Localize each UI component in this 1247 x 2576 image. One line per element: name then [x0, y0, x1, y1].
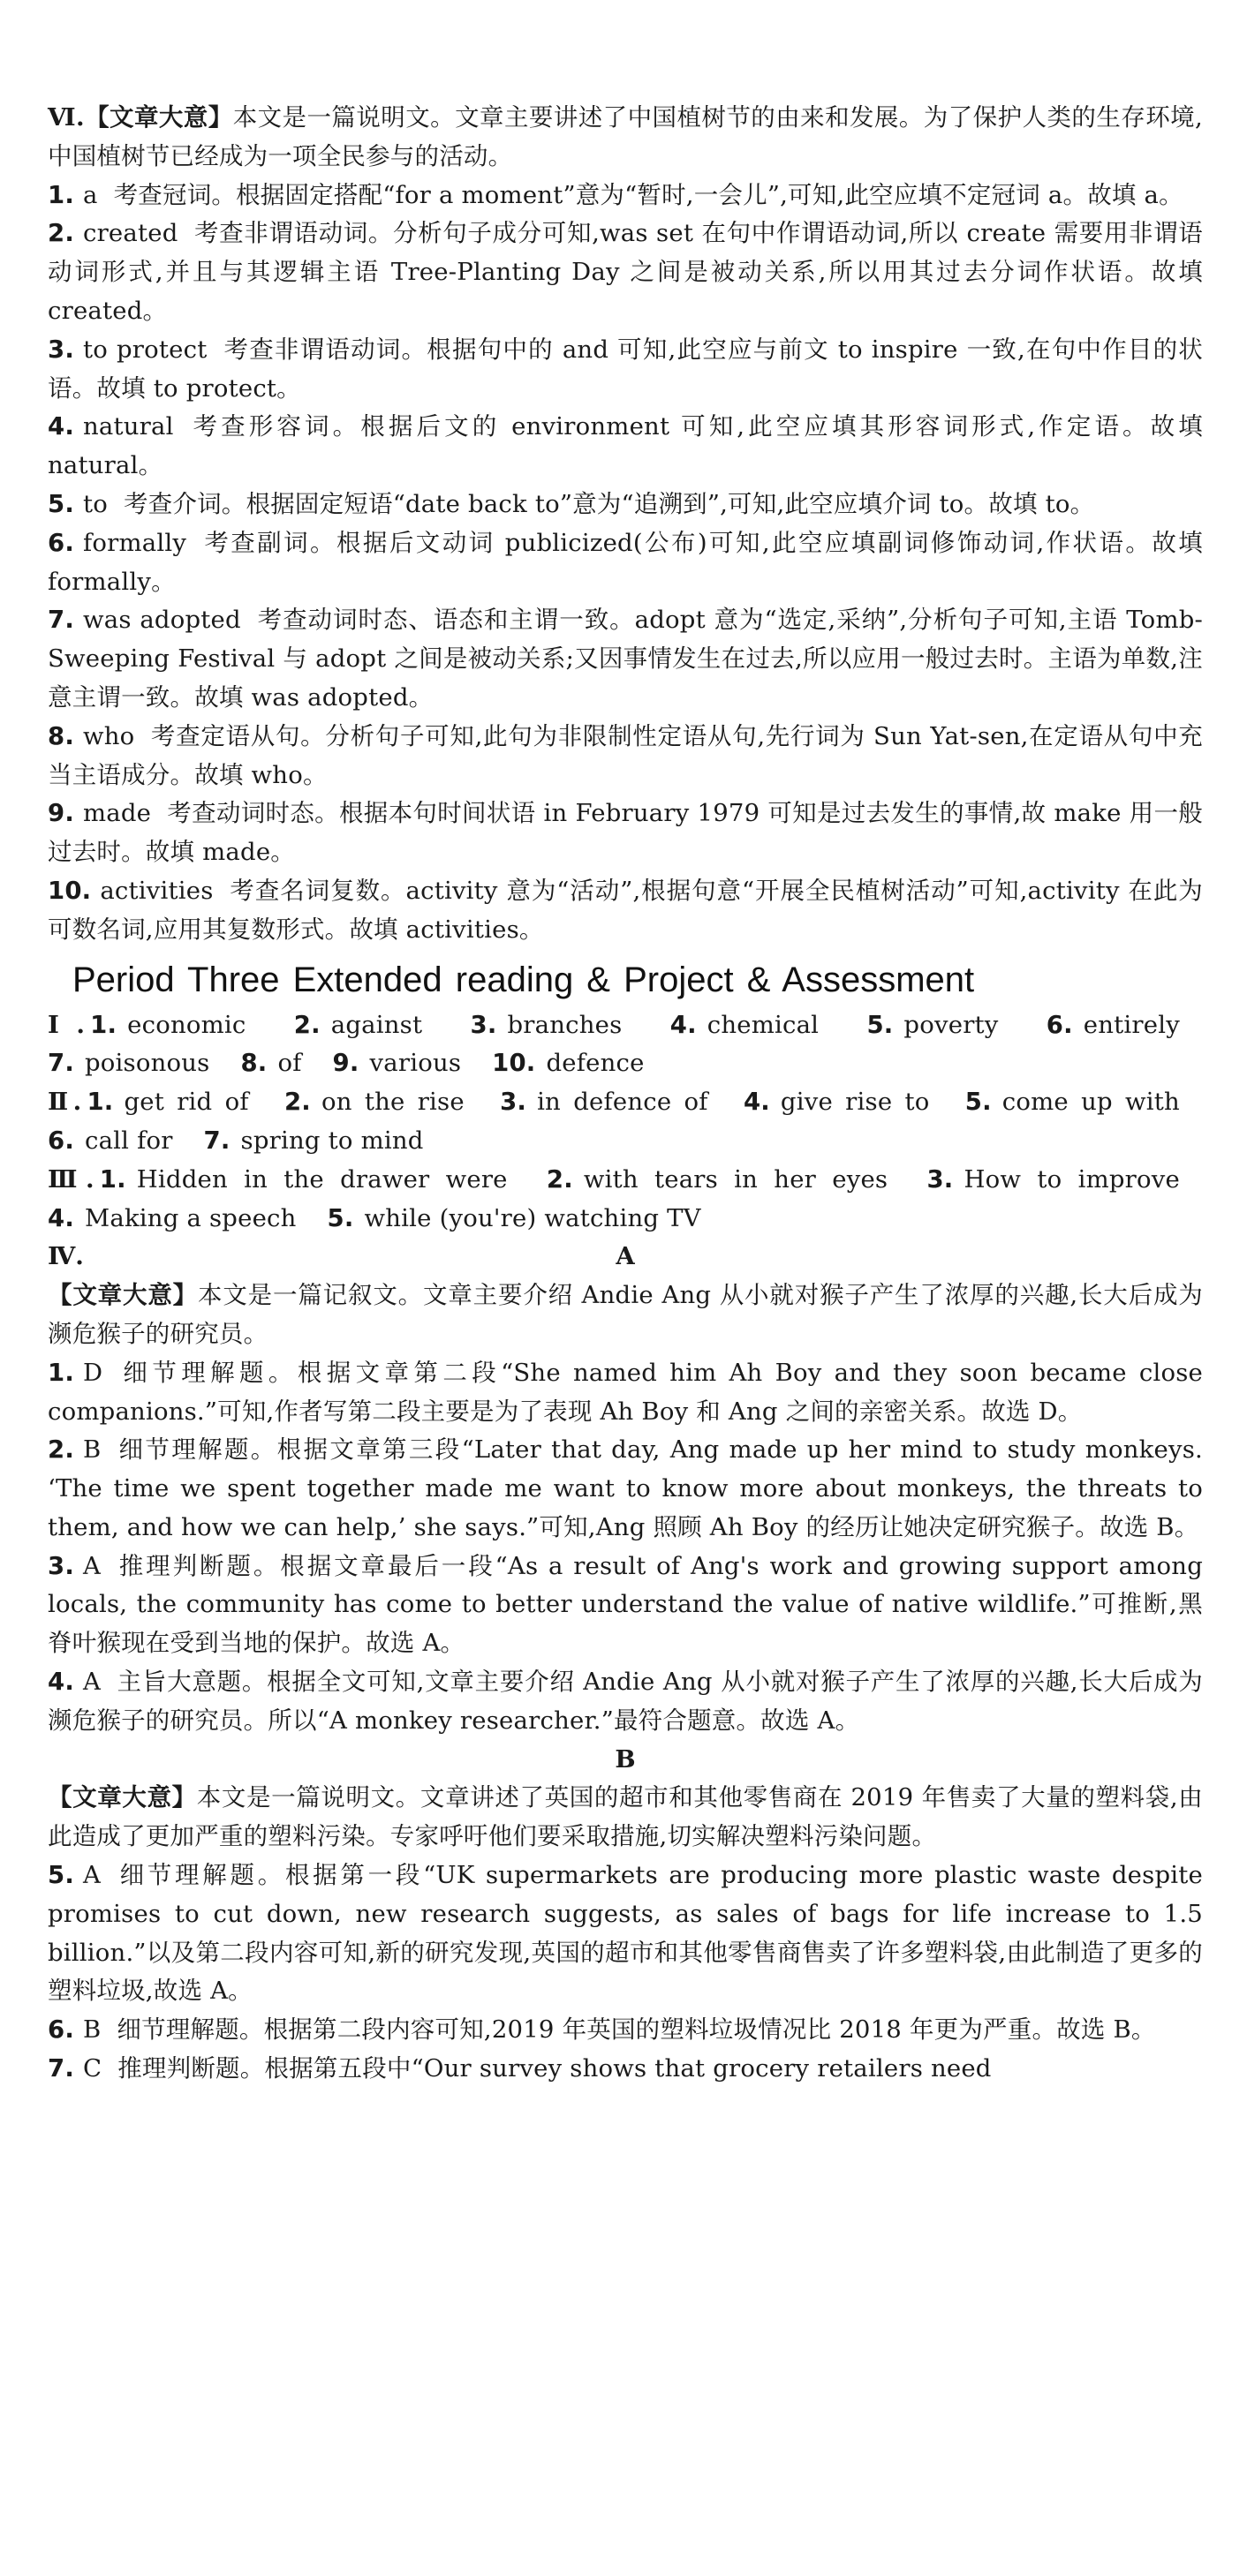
item-number: 5. — [964, 1088, 992, 1117]
item-number: 1. — [48, 180, 74, 209]
item-explanation: 主旨大意题。根据全文可知,文章主要介绍 Andie Ang 从小就对猴子产生了浓厚的兴趣,长大后成为濒危猴子的研究员。所以“A monkey researcher.”最符合题意。故选 A。 — [48, 1668, 1203, 1735]
section-4-header — [48, 1238, 1203, 1277]
item-answer: of — [277, 1049, 302, 1078]
item-number: 5. — [327, 1203, 354, 1232]
section-4-label: Ⅳ. — [48, 1242, 84, 1271]
part-b-summary — [48, 1779, 1203, 1857]
section-1-answers — [48, 1006, 1203, 1084]
item-answer: spring to mind — [240, 1126, 424, 1155]
item-number: 5. — [866, 1010, 894, 1039]
item-number: 3. — [926, 1164, 954, 1194]
answer-item — [48, 601, 1203, 717]
section-6-summary — [48, 99, 1203, 177]
item-answer: branches — [507, 1010, 623, 1039]
item-answer: activities — [100, 876, 214, 905]
item-answer: formally — [82, 528, 187, 557]
item-answer: A — [82, 1668, 102, 1697]
item-explanation: 细节理解题。根据文章第三段“Later that day, Ang made up her mind to study monkeys. ‘The time we spent together made me want to know more about monkeys, the threats to them, and how we can help,’ she says.”可知,Ang 照顾 Ah Boy 的经历让她决定研究猴子。故选 B。 — [48, 1435, 1203, 1541]
item-answer: a — [82, 180, 98, 209]
item-answer: natural — [82, 412, 174, 441]
item-number: 10. — [492, 1049, 536, 1078]
item-explanation: 推理判断题。根据文章最后一段“As a result of Ang's work and growing support among locals, the community has come to better understand the value of native wildlife.”可推断,黑脊叶猴现在受到当地的保护。故选 A。 — [48, 1551, 1203, 1658]
section-2-answers — [48, 1083, 1203, 1161]
section-6-label: Ⅵ. — [48, 103, 85, 132]
section-2 — [48, 1083, 1203, 1161]
item-answer: D — [82, 1358, 103, 1387]
summary-text: 本文是一篇记叙文。文章主要介绍 Andie Ang 从小就对猴子产生了浓厚的兴趣,长大后成为濒危猴子的研究员。 — [48, 1281, 1203, 1348]
section-3-answers — [48, 1161, 1203, 1239]
item-explanation: 细节理解题。根据第二段内容可知,2019 年英国的塑料垃圾情况比 2018 年更为严重。故选 B。 — [117, 2015, 1156, 2045]
item-number: 3. — [470, 1010, 497, 1039]
item-answer: in defence of — [537, 1088, 708, 1117]
period-heading: Period Three Extended reading & Project & Assessment — [72, 960, 975, 999]
item-answer: on the rise — [321, 1088, 465, 1117]
part-b-letter: B — [615, 1744, 636, 1774]
section-4 — [48, 1238, 1203, 2089]
item-number: 6. — [48, 1126, 74, 1155]
answer-item — [48, 215, 1203, 330]
item-number: 2. — [48, 219, 74, 248]
answer-item — [48, 177, 1203, 215]
item-number: 9. — [48, 799, 74, 828]
item-answer: defence — [546, 1049, 645, 1078]
item-explanation: 考查介词。根据固定短语“date back to”意为“追溯到”,可知,此空应填介词 to。故填 to。 — [124, 489, 1095, 518]
item-answer: to — [82, 489, 108, 518]
item-number: 2. — [48, 1435, 74, 1465]
item-explanation: 考查形容词。根据后文的 environment 可知,此空应填其形容词形式,作定语。故填 natural。 — [48, 412, 1203, 480]
item-number: 2. — [293, 1010, 321, 1039]
item-answer: economic — [127, 1010, 246, 1039]
item-explanation: 细节理解题。根据文章第二段“She named him Ah Boy and they soon became close companions.”可知,作者写第二段主要是为了表现 Ah Boy 和 Ang 之间的亲密关系。故选 D。 — [48, 1358, 1203, 1426]
item-answer: B — [82, 2015, 102, 2045]
item-explanation: 考查非谓语动词。分析句子成分可知,was set 在句中作谓语动词,所以 create 需要用非谓语动词形式,并且与其逻辑主语 Tree-Planting Day 之间是被动关系,所以用其过去分词作状语。故填 created。 — [48, 219, 1203, 325]
item-answer: A — [82, 1551, 102, 1580]
item-number: 4. — [48, 1668, 74, 1697]
item-number: 4. — [48, 1203, 74, 1232]
item-answer: chemical — [707, 1010, 820, 1039]
section-1 — [48, 1006, 1203, 1084]
item-answer: call for — [84, 1126, 173, 1155]
item-number: 8. — [240, 1049, 268, 1078]
item-number: 4. — [669, 1010, 697, 1039]
item-answer: with tears in her eyes — [583, 1164, 888, 1194]
item-number: 2. — [283, 1088, 311, 1117]
item-number: 3. — [48, 335, 74, 364]
item-answer: while (you're) watching TV — [364, 1203, 701, 1232]
item-answer: give rise to — [780, 1088, 930, 1117]
answer-page — [48, 99, 1203, 2089]
item-number: 2. — [546, 1164, 573, 1194]
item-explanation: 考查非谓语动词。根据句中的 and 可知,此空应与前文 to inspire 一致,在句中作目的状语。故填 to protect。 — [48, 335, 1204, 403]
answer-item — [48, 795, 1203, 872]
part-a-letter: A — [616, 1242, 635, 1271]
item-number: 6. — [48, 528, 74, 557]
item-number: 3. — [48, 1551, 74, 1580]
section-6-items — [48, 177, 1203, 950]
item-answer: created — [82, 219, 178, 248]
item-explanation: 推理判断题。根据第五段中“Our survey shows that grocery retailers need — [117, 2054, 992, 2083]
item-number: 1. — [99, 1164, 126, 1194]
part-b-items — [48, 1857, 1203, 2089]
item-number: 6. — [48, 2015, 74, 2045]
item-number: 1. — [87, 1088, 114, 1117]
answer-item — [48, 1548, 1203, 1663]
item-number: 9. — [332, 1049, 359, 1078]
item-explanation: 考查动词时态。根据本句时间状语 in February 1979 可知是过去发生的事情,故 make 用一般过去时。故填 made。 — [48, 799, 1203, 867]
item-answer: How to improve — [964, 1164, 1180, 1194]
item-explanation: 考查动词时态、语态和主谓一致。adopt 意为“选定,采纳”,分析句子可知,主语 Tomb-Sweeping Festival 与 adopt 之间是被动关系;又因事情发生在过去,所以应用一般过去时。主语为单数,注意主谓一致。故填 was adopted。 — [48, 606, 1204, 712]
item-number: 7. — [48, 606, 74, 635]
answer-item — [48, 524, 1203, 602]
item-answer: poisonous — [84, 1049, 210, 1078]
item-number: 10. — [48, 876, 92, 905]
item-answer: A — [82, 1861, 102, 1890]
item-answer: B — [82, 1435, 102, 1465]
item-number: 8. — [48, 721, 74, 750]
item-answer: poverty — [903, 1010, 999, 1039]
summary-tag: 【文章大意】 — [84, 103, 233, 132]
item-explanation: 考查定语从句。分析句子可知,此句为非限制性定语从句,先行词为 Sun Yat-sen,在定语从句中充当主语成分。故填 who。 — [48, 721, 1203, 789]
answer-item — [48, 331, 1203, 409]
item-explanation: 考查冠词。根据固定搭配“for a moment”意为“暂时,一会儿”,可知,此空应填不定冠词 a。故填 a。 — [113, 180, 1183, 209]
item-number: 4. — [48, 412, 74, 441]
item-number: 7. — [48, 1049, 74, 1078]
item-explanation: 考查名词复数。activity 意为“活动”,根据句意“开展全民植树活动”可知,activity 在此为可数名词,应用其复数形式。故填 activities。 — [48, 876, 1203, 944]
item-number: 7. — [203, 1126, 231, 1155]
answer-item — [48, 1354, 1203, 1432]
item-number: 5. — [48, 1861, 74, 1890]
answer-item — [48, 718, 1203, 795]
section-label: Ⅱ. — [48, 1088, 82, 1117]
answer-item — [48, 2011, 1203, 2050]
section-3 — [48, 1161, 1203, 1239]
summary-tag: 【文章大意】 — [48, 1783, 197, 1812]
part-a-items — [48, 1354, 1203, 1741]
item-answer: against — [330, 1010, 423, 1039]
item-explanation: 考查副词。根据后文动词 publicized(公布)可知,此空应填副词修饰动词,作状语。故填 formally。 — [48, 528, 1203, 596]
answer-item — [48, 872, 1203, 950]
answer-item — [48, 486, 1203, 524]
section-label: Ⅲ. — [48, 1164, 94, 1194]
summary-text: 本文是一篇说明文。文章讲述了英国的超市和其他零售商在 2019 年售卖了大量的塑料袋,由此造成了更加严重的塑料污染。专家呼吁他们要采取措施,切实解决塑料污染问题。 — [48, 1783, 1203, 1851]
item-answer: made — [82, 799, 152, 828]
answer-item — [48, 1857, 1203, 2011]
item-number: 5. — [48, 489, 74, 518]
part-a-summary — [48, 1277, 1203, 1354]
item-answer: Making a speech — [84, 1203, 297, 1232]
item-answer: various — [369, 1049, 462, 1078]
item-answer: C — [82, 2054, 102, 2083]
summary-text: 本文是一篇说明文。文章主要讲述了中国植树节的由来和发展。为了保护人类的生存环境,中国植树节已经成为一项全民参与的活动。 — [48, 103, 1204, 170]
answer-item — [48, 2050, 1203, 2089]
item-number: 6. — [1046, 1010, 1073, 1039]
answer-item — [48, 1431, 1203, 1547]
item-number: 7. — [48, 2054, 74, 2083]
item-answer: who — [82, 721, 135, 750]
answer-item — [48, 1663, 1203, 1741]
item-explanation: 细节理解题。根据第一段“UK supermarkets are producing more plastic waste despite promises to cut down, new research suggests, as sales of bags for life increase to 1.5 billion.”以及第二段内容可知,新的研究发现,英国的超市和其他零售商售卖了许多塑料袋,由此制造了更多的塑料垃圾,故选 A。 — [48, 1861, 1203, 2006]
item-number: 1. — [48, 1358, 74, 1387]
item-answer: entirely — [1083, 1010, 1180, 1039]
item-answer: come up with — [1001, 1088, 1180, 1117]
answer-item — [48, 408, 1203, 486]
item-answer: was adopted — [82, 606, 241, 635]
item-number: 4. — [743, 1088, 770, 1117]
item-number: 3. — [500, 1088, 527, 1117]
item-answer: to protect — [82, 335, 208, 364]
summary-tag: 【文章大意】 — [48, 1281, 198, 1310]
section-6 — [48, 99, 1203, 950]
item-number: 1. — [90, 1010, 117, 1039]
item-answer: get rid of — [124, 1088, 249, 1117]
section-label: Ⅰ. — [48, 1010, 86, 1039]
item-answer: Hidden in the drawer were — [136, 1164, 508, 1194]
